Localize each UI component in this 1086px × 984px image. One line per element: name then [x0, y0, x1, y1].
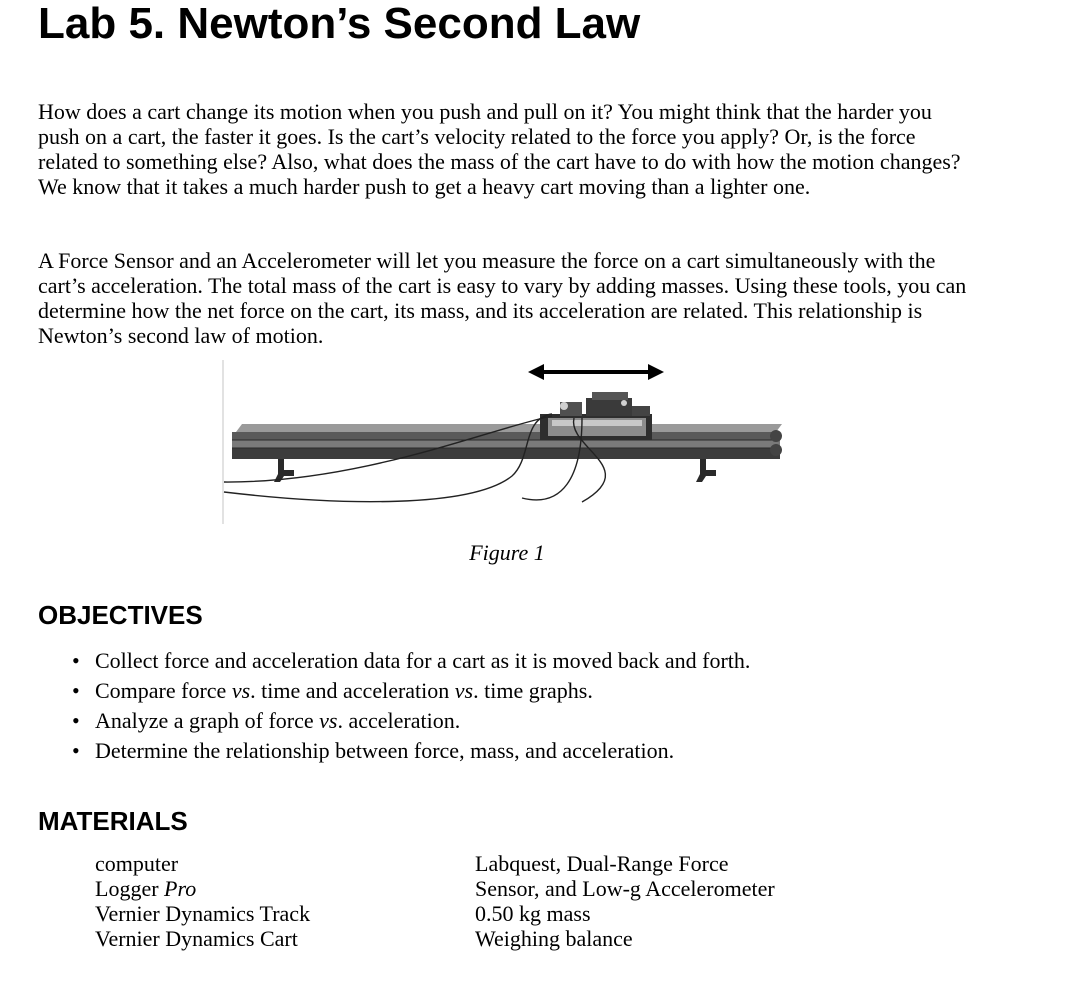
cart-track-illustration: [222, 358, 792, 526]
dynamics-cart: [540, 392, 652, 440]
material-text: Logger: [95, 876, 165, 901]
dynamics-track: [232, 424, 782, 482]
objectives-heading: OBJECTIVES: [38, 600, 203, 630]
objective-text: Collect force and acceleration data for a cart as it is moved back and forth.: [95, 648, 751, 673]
double-arrow-icon: [528, 364, 664, 380]
objective-text: Analyze a graph of force: [95, 708, 320, 733]
material-text: Labquest, Dual-Range Force: [475, 851, 729, 876]
objective-text: . acceleration.: [337, 708, 461, 733]
objective-emphasis: vs: [319, 708, 338, 733]
materials-list-left: [95, 851, 310, 951]
list-item: [475, 901, 775, 926]
objectives-list: [72, 646, 750, 766]
list-item: [95, 876, 310, 901]
list-item: [475, 876, 775, 901]
list-item: [95, 901, 310, 926]
intro-paragraph-1: How does a cart change its motion when you push and pull on it? You might think that the harder you push on a cart, the faster it goes. Is the cart’s velocity related to the force you apply? Or, is the force related to something else? Also, what does the mass of the cart have to do with how the motion changes? We know that it takes a much harder push to get a heavy cart moving than a lighter one.: [38, 99, 961, 199]
objective-emphasis: vs: [231, 678, 251, 703]
bullet-icon: •: [72, 678, 80, 703]
bullet-icon: •: [72, 708, 80, 733]
figure-caption-text: Figure 1: [469, 540, 545, 565]
list-item: [95, 851, 310, 876]
bullet-icon: •: [72, 648, 80, 673]
list-item: [475, 851, 775, 876]
objective-text: Compare force: [95, 678, 232, 703]
material-text: Vernier Dynamics Cart: [95, 926, 298, 951]
material-text: Sensor, and Low-g Accelerometer: [475, 876, 775, 901]
page-title: Lab 5. Newton’s Second Law: [38, 0, 641, 48]
objective-text: . time and acceleration: [250, 678, 455, 703]
objective-emphasis: vs: [454, 678, 474, 703]
material-text: 0.50 kg mass: [475, 901, 591, 926]
objective-text: . time graphs.: [473, 678, 593, 703]
list-item: [72, 736, 750, 766]
material-text: Weighing balance: [475, 926, 633, 951]
intro-paragraph-2: A Force Sensor and an Accelerometer will let you measure the force on a cart simultaneously with the cart’s acceleration. The total mass of the cart is easy to vary by adding masses. Using these tools, you can determine how the net force on the cart, its mass, and its acceleration are related. This relationship is Newton’s second law of motion.: [38, 248, 967, 348]
figure-cart-on-track: [222, 358, 792, 526]
list-item: [72, 646, 750, 676]
materials-heading: MATERIALS: [38, 806, 188, 836]
bullet-icon: •: [72, 738, 80, 763]
material-text: Vernier Dynamics Track: [95, 901, 311, 926]
material-text: computer: [95, 851, 179, 876]
list-item: [72, 706, 750, 736]
material-emphasis: Pro: [164, 876, 197, 901]
figure-caption: [0, 540, 1086, 566]
list-item: [475, 926, 775, 951]
list-item: [72, 676, 750, 706]
list-item: [95, 926, 310, 951]
objective-text: Determine the relationship between force, mass, and acceleration.: [95, 738, 675, 763]
materials-list-right: [475, 851, 775, 951]
